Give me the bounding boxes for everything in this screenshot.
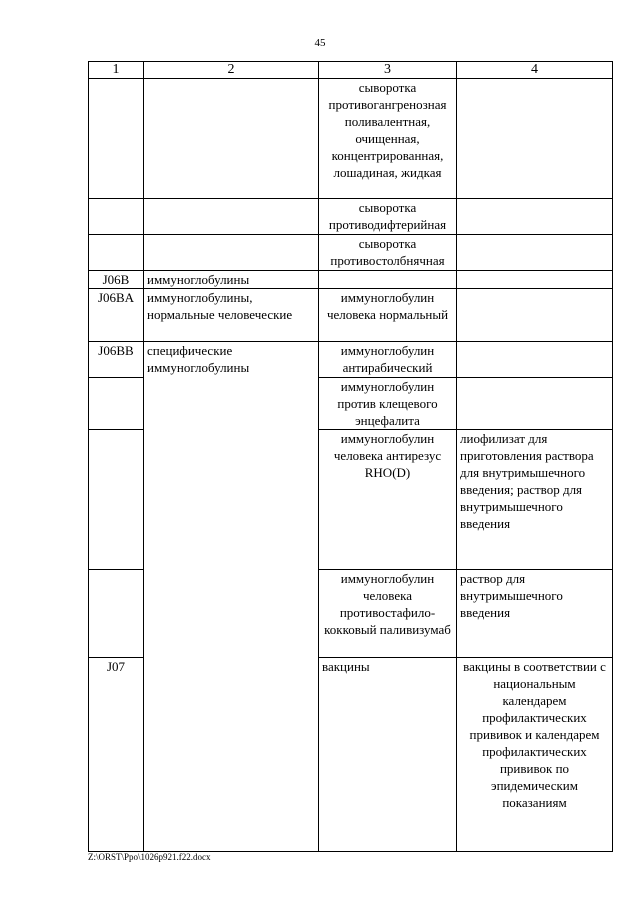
drug-name: иммуноглобулин против клещевого энцефалита: [319, 378, 457, 430]
dosage-form: раствор для внутримышечного введения: [457, 570, 613, 658]
atc-code: J06BA: [89, 289, 144, 342]
dosage-form: [457, 79, 613, 199]
atc-code: [89, 235, 144, 271]
atc-group: иммуноглобулины: [144, 271, 319, 289]
atc-group: [144, 199, 319, 235]
atc-code: J06BB: [89, 342, 144, 378]
drug-table: [88, 61, 613, 852]
atc-code: [89, 79, 144, 199]
dosage-form: [457, 378, 613, 430]
drug-name: иммуноглобулин человека антирезус RHO(D): [319, 430, 457, 570]
dosage-form: [457, 342, 613, 378]
drug-name: иммуноглобулин человека противостафило-кокковый паливизумаб: [319, 570, 457, 658]
atc-code: [89, 570, 144, 658]
atc-group: специфические иммуноглобулины: [144, 342, 319, 852]
header-col-2: 2: [144, 62, 319, 79]
drug-name: иммуноглобулин антирабический: [319, 342, 457, 378]
drug-name: вакцины в соответствии с национальным календарем профилактических прививок и календарем профилактических прививок по эпидемическим показаниям: [457, 658, 613, 852]
drug-name: сыворотка противостолбнячная: [319, 235, 457, 271]
document-path: Z:\ORST\Ppo\1026p921.f22.docx: [88, 852, 211, 862]
dosage-form: [457, 235, 613, 271]
atc-group: [144, 79, 319, 199]
atc-group: иммуноглобулины, нормальные человеческие: [144, 289, 319, 342]
header-col-4: 4: [457, 62, 613, 79]
drug-name: [319, 271, 457, 289]
atc-group: [144, 235, 319, 271]
dosage-form: [457, 271, 613, 289]
table-header-row: [89, 62, 613, 79]
atc-code: [89, 378, 144, 430]
drug-name: сыворотка противодифтерийная: [319, 199, 457, 235]
dosage-form: [457, 199, 613, 235]
table-row: [89, 342, 613, 378]
drug-name: иммуноглобулин человека нормальный: [319, 289, 457, 342]
page-number: 45: [314, 37, 326, 49]
header-col-1: 1: [89, 62, 144, 79]
table-row: [89, 79, 613, 199]
drug-name: сыворотка противогангренозная поливалентная, очищенная, концентрированная, лошадиная, жидкая: [319, 79, 457, 199]
table-row: [89, 271, 613, 289]
table-row: [89, 199, 613, 235]
table-row: [89, 289, 613, 342]
dosage-form: лиофилизат для приготовления раствора для внутримышечного введения; раствор для внутримышечного введения: [457, 430, 613, 570]
atc-group: вакцины: [319, 658, 457, 852]
header-col-3: 3: [319, 62, 457, 79]
atc-code: J07: [89, 658, 144, 852]
atc-code: J06B: [89, 271, 144, 289]
table-row: [89, 235, 613, 271]
dosage-form: [457, 289, 613, 342]
atc-code: [89, 430, 144, 570]
atc-code: [89, 199, 144, 235]
